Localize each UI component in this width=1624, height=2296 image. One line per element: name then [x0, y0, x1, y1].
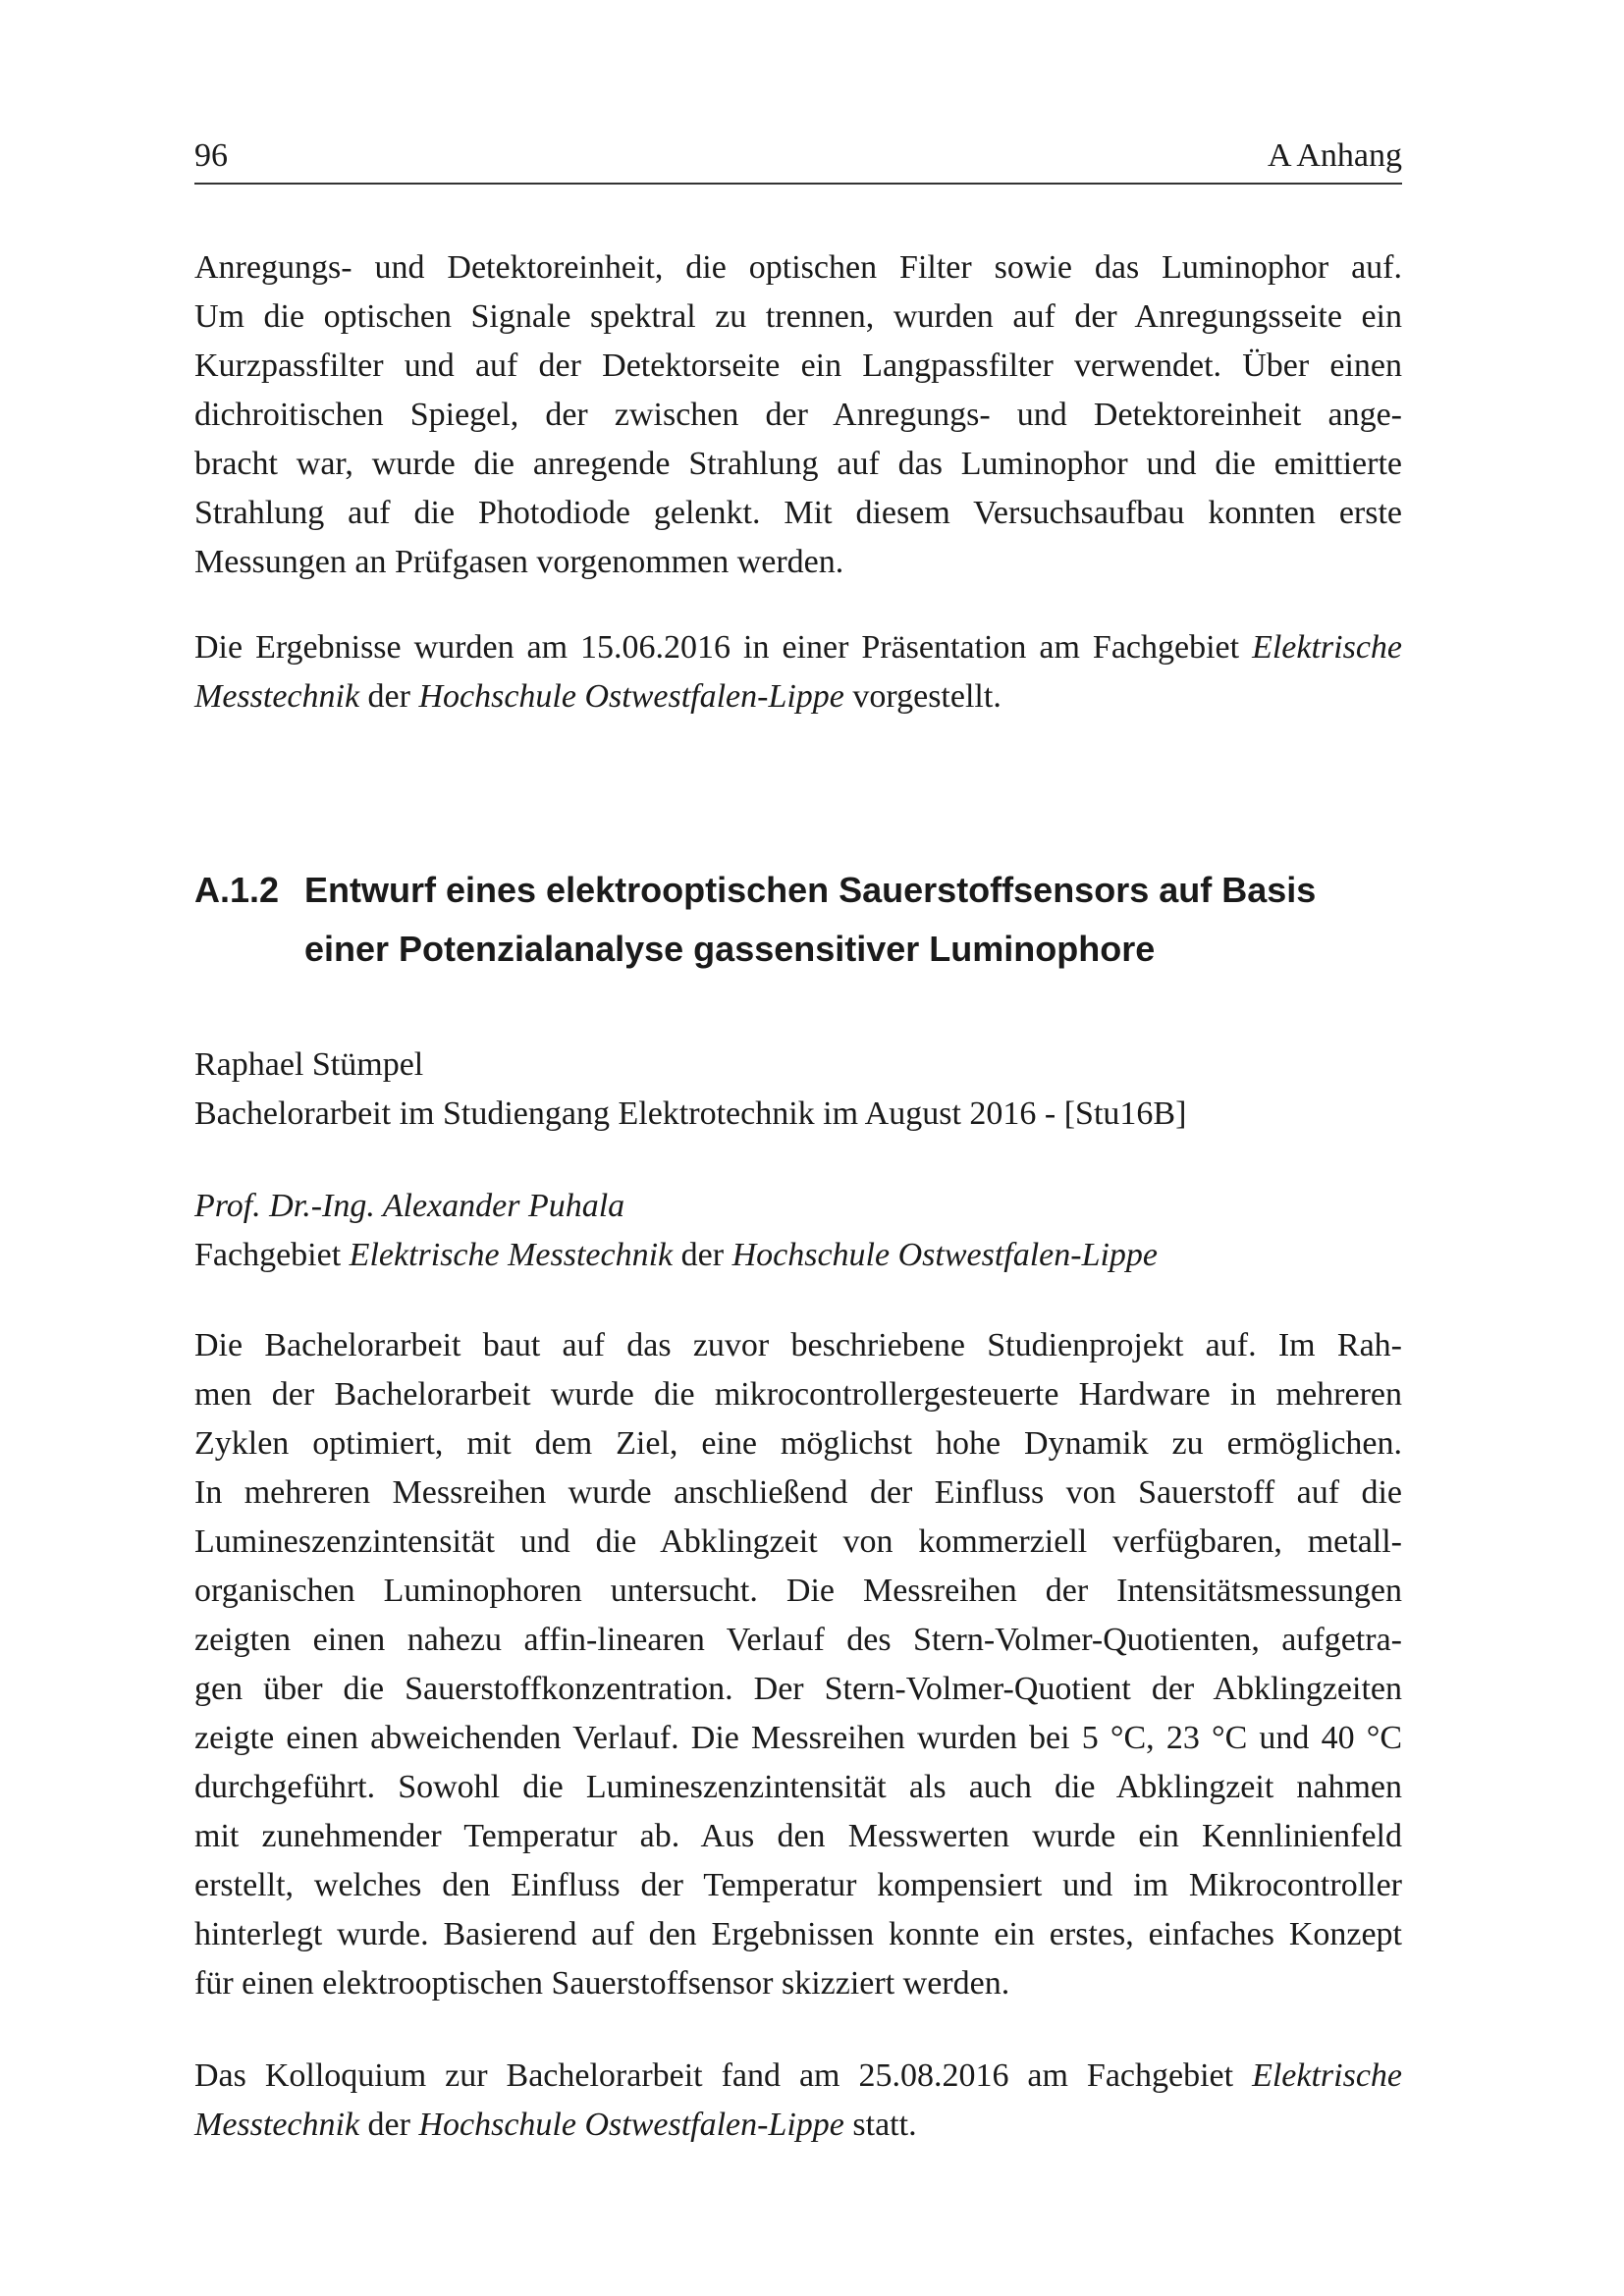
italic-text: Prof. Dr.-Ing. Alexander Puhala [194, 1188, 625, 1224]
text-span: der [359, 2107, 419, 2143]
text-line: bracht war, wurde die anregende Strahlung auf das Luminophor und die emittierte [194, 446, 1402, 482]
text-line: Strahlung auf die Photodiode gelenkt. Mit diesem Versuchsaufbau konnten erste [194, 495, 1402, 531]
text-line [194, 2101, 1402, 2150]
text-line: men der Bachelorarbeit wurde die mikrocontrollergesteuerte Hardware in mehreren [194, 1376, 1402, 1413]
text-line [194, 2052, 1402, 2101]
text-line: Um die optischen Signale spektral zu trennen, wurden auf der Anregungsseite ein [194, 298, 1402, 335]
advisor-block [194, 1182, 1402, 1280]
text-line: zeigte einen abweichenden Verlauf. Die Messreihen wurden bei 5 °C, 23 °C und 40 °C [194, 1720, 1402, 1756]
text-span: Die Ergebnisse wurden am 15.06.2016 in einer Präsentation am Fachgebiet [194, 629, 1253, 666]
text-line: Zyklen optimiert, mit dem Ziel, eine möglichst hohe Dynamik zu ermöglichen. [194, 1425, 1402, 1462]
text-line: Die Bachelorarbeit baut auf das zuvor beschriebene Studienprojekt auf. Im Rah- [194, 1327, 1402, 1363]
italic-text: Hochschule Ostwestfalen-Lippe [418, 2107, 844, 2143]
advisor-name [194, 1182, 1402, 1231]
text-line [194, 672, 1402, 721]
author-name: Raphael Stümpel [194, 1046, 424, 1083]
italic-text: Messtechnik [194, 2107, 360, 2143]
paragraph-thesis-abstract [194, 1321, 1402, 2008]
text-line: hinterlegt wurde. Basierend auf den Ergebnissen konnte ein erstes, einfaches Konzept [194, 1916, 1402, 1952]
paragraph-results-presentation [194, 623, 1402, 721]
text-line: Messungen an Prüfgasen vorgenommen werden. [194, 544, 844, 580]
text-line: erstellt, welches den Einfluss der Temperatur kompensiert und im Mikrocontroller [194, 1867, 1402, 1903]
text-span: vorgestellt. [843, 678, 1001, 715]
text-line: dichroitischen Spiegel, der zwischen der Anregungs- und Detektoreinheit ange- [194, 397, 1402, 433]
paragraph-colloquium [194, 2052, 1402, 2150]
text-line: Kurzpassfilter und auf der Detektorseite ein Langpassfilter verwendet. Über einen [194, 347, 1402, 384]
text-span: Das Kolloquium zur Bachelorarbeit fand am 25.08.2016 am Fachgebiet [194, 2057, 1253, 2094]
running-chapter-title: A Anhang [1268, 137, 1402, 174]
section-title-line: einer Potenzialanalyse gassensitiver Luminophore [304, 929, 1156, 969]
thesis-info: Bachelorarbeit im Studiengang Elektrotechnik im August 2016 - [Stu16B] [194, 1095, 1187, 1132]
text-line: gen über die Sauerstoffkonzentration. Der Stern-Volmer-Quotient der Abklingzeiten [194, 1671, 1402, 1707]
section-title [304, 861, 1402, 979]
text-span: der [673, 1237, 732, 1273]
text-line [194, 623, 1402, 672]
text-line: organischen Luminophoren untersucht. Die Messreihen der Intensitätsmessungen [194, 1573, 1402, 1609]
italic-text: Elektrische [1252, 2057, 1402, 2094]
text-span: Fachgebiet [194, 1237, 350, 1273]
text-line: mit zunehmender Temperatur ab. Aus den Messwerten wurde ein Kennlinienfeld [194, 1818, 1402, 1854]
advisor-department [194, 1231, 1402, 1280]
text-line: durchgeführt. Sowohl die Lumineszenzintensität als auch die Abklingzeit nahmen [194, 1769, 1402, 1805]
section-title-line: Entwurf eines elektrooptischen Sauerstoffsensors auf Basis [304, 870, 1317, 910]
page-number: 96 [194, 137, 228, 174]
text-line: Lumineszenzintensität und die Abklingzeit von kommerziell verfügbaren, metall- [194, 1523, 1402, 1560]
text-span: statt. [843, 2107, 917, 2143]
text-line: für einen elektrooptischen Sauerstoffsensor skizziert werden. [194, 1965, 1010, 2002]
paragraph-setup-description [194, 243, 1402, 587]
italic-text: Hochschule Ostwestfalen-Lippe [418, 678, 844, 715]
text-line: Anregungs- und Detektoreinheit, die optischen Filter sowie das Luminophor auf. [194, 249, 1402, 286]
italic-text: Elektrische Messtechnik [349, 1237, 674, 1273]
italic-text: Elektrische [1252, 629, 1402, 666]
section-number: A.1.2 [194, 870, 280, 910]
page-header [194, 137, 1402, 185]
italic-text: Messtechnik [194, 678, 360, 715]
text-span: der [359, 678, 419, 715]
italic-text: Hochschule Ostwestfalen-Lippe [731, 1237, 1159, 1273]
author-block [194, 1041, 1402, 1139]
text-line: zeigten einen nahezu affin-linearen Verlauf des Stern-Volmer-Quotienten, aufgetra- [194, 1622, 1402, 1658]
text-line: In mehreren Messreihen wurde anschließend der Einfluss von Sauerstoff auf die [194, 1474, 1402, 1511]
